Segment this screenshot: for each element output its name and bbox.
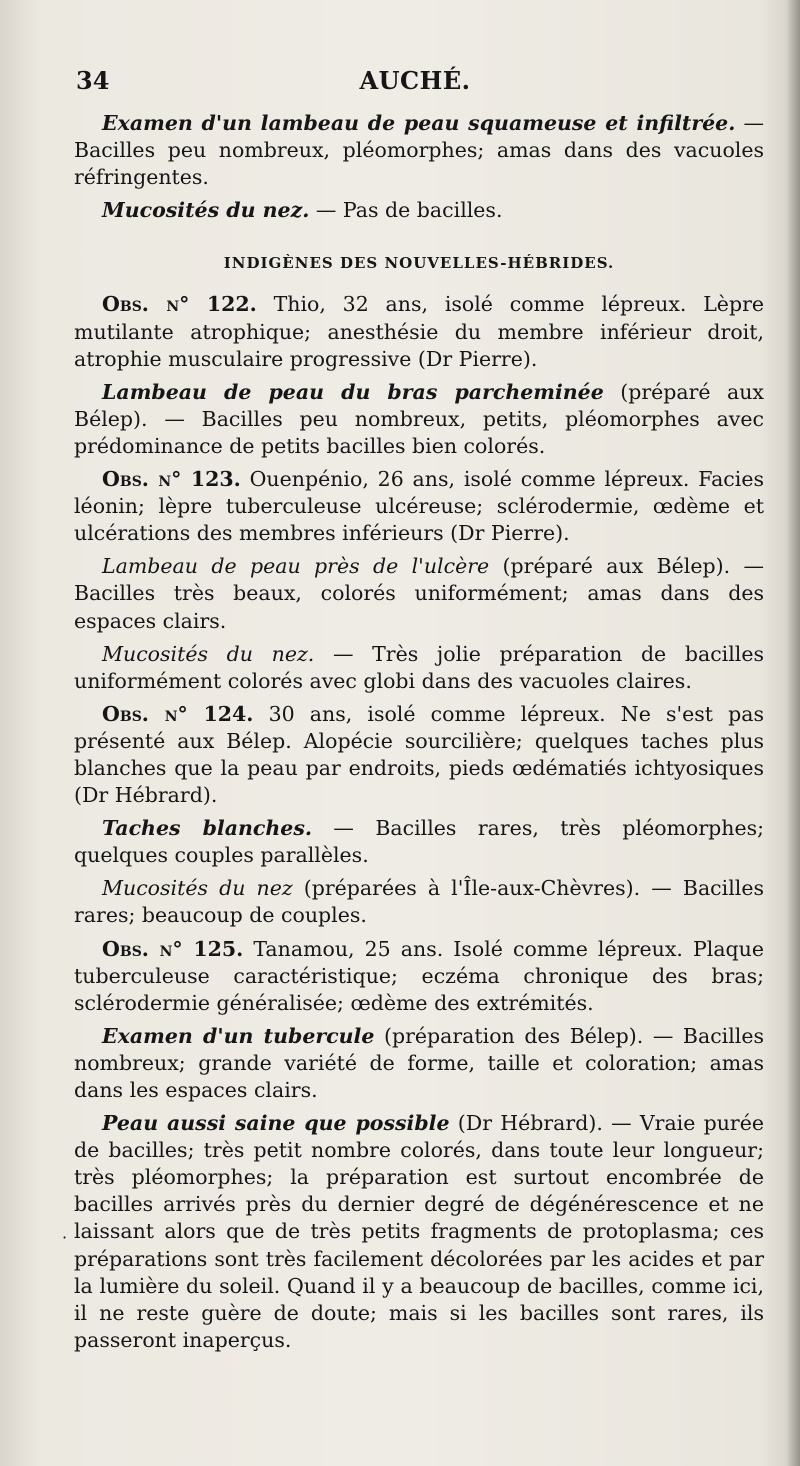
finding-text: — Bacilles rares, très pléomorphes; quelques couples parallèles. <box>74 816 765 868</box>
observation-122 <box>74 291 764 372</box>
observation-text: Tanamou, 25 ans. Isolé comme lépreux. Plaque tuberculeuse caractéristique; eczéma chronique des bras; sclérodermie généralisée; œdème des extrémités. <box>74 936 764 1015</box>
observation-125 <box>74 936 764 1017</box>
finding-lead: Peau aussi saine que possible <box>102 1111 450 1136</box>
finding-text: (préparé aux Bélep). — Bacilles peu nombreux, petits, pléomorphes avec prédominance de petits bacilles bien colorés. <box>74 379 764 458</box>
observation-123-finding-2 <box>74 641 764 695</box>
observation-label: Obs. n° 124. <box>102 701 254 726</box>
finding-lead: Mucosités du nez. <box>102 641 315 666</box>
observation-text: 30 ans, isolé comme lépreux. Ne s'est pas présenté aux Bélep. Alopécie sourcilière; quelques taches plus blanches que la peau par endroits, pieds œdématiés ichtyosiques (Dr Hébrard). <box>74 701 765 808</box>
paragraph-text: — Bacilles peu nombreux, pléomorphes; amas dans des vacuoles réfringentes. <box>74 111 764 190</box>
observation-label: Obs. n° 125. <box>102 936 244 961</box>
body-text <box>74 110 764 1354</box>
observation-124-finding-1 <box>74 815 764 869</box>
observation-text: Ouenpénio, 26 ans, isolé comme lépreux. Facies léonin; lèpre tuberculeuse ulcéreuse; sclérodermie, œdème et ulcérations des membres inférieurs (Dr Pierre). <box>74 467 764 546</box>
paragraph-lead: Examen d'un lambeau de peau squameuse et infiltrée. <box>102 111 736 135</box>
observation-124-finding-2 <box>74 875 764 929</box>
stray-print-mark: · <box>62 1228 68 1247</box>
paragraph-lead: Mucosités du nez. <box>102 198 310 223</box>
finding-text: (Dr Hébrard). — Vraie purée de bacilles; très petit nombre colorés, dans toute leur longueur; très pléomorphes; la préparation est surtout encombrée de bacilles arrivés près du dernier degré de dégénérescence et ne laissant alors que de très petits fragments de protoplasma; ces préparations sont très facilement décolorées par les acides et par la lumière du soleil. Quand il y a beaucoup de bacilles, comme ici, il ne reste guère de doute; mais si les bacilles sont rares, ils passeront inaperçus. <box>74 1111 764 1352</box>
paragraph-intro-examen <box>74 110 764 191</box>
finding-lead: Lambeau de peau du bras parcheminée <box>102 379 604 404</box>
observation-125-finding-2 <box>74 1110 764 1354</box>
paragraph-intro-mucosites <box>74 197 764 224</box>
section-title: INDIGÈNES DES NOUVELLES-HÉBRIDES. <box>223 254 615 273</box>
finding-lead: Mucosités du nez <box>102 876 293 901</box>
observation-123-finding-1 <box>74 553 764 634</box>
finding-text: (préparation des Bélep). — Bacilles nombreux; grande variété de forme, taille et coloration; amas dans les espaces clairs. <box>74 1023 764 1102</box>
finding-lead: Taches blanches. <box>102 816 313 841</box>
paragraph-text: — Pas de bacilles. <box>309 198 503 223</box>
finding-text: (préparé aux Bélep). — Bacilles très beaux, colorés uniformément; amas dans des espaces clairs. <box>74 554 765 633</box>
running-head: AUCHÉ. <box>359 66 471 95</box>
page-header <box>70 66 760 102</box>
observation-125-finding-1 <box>74 1023 764 1104</box>
observation-124 <box>74 701 764 809</box>
page-edge-shadow <box>786 0 800 1466</box>
finding-lead: Lambeau de peau près de l'ulcère <box>102 554 490 579</box>
finding-lead: Examen d'un tubercule <box>102 1023 375 1048</box>
observation-123 <box>74 466 764 547</box>
finding-text: — Très jolie préparation de bacilles uniformément colorés avec globi dans des vacuoles claires. <box>74 641 765 693</box>
observation-122-finding <box>74 379 764 460</box>
observation-label: Obs. n° 123. <box>102 467 241 492</box>
observation-text: Thio, 32 ans, isolé comme lépreux. Lèpre mutilante atrophique; anesthésie du membre inférieur droit, atrophie musculaire progressive (Dr Pierre). <box>74 292 764 371</box>
finding-text: (préparées à l'Île-aux-Chèvres). — Bacilles rares; beaucoup de couples. <box>74 876 764 928</box>
page-number: 34 <box>76 66 110 95</box>
observation-label: Obs. n° 122. <box>102 292 257 317</box>
